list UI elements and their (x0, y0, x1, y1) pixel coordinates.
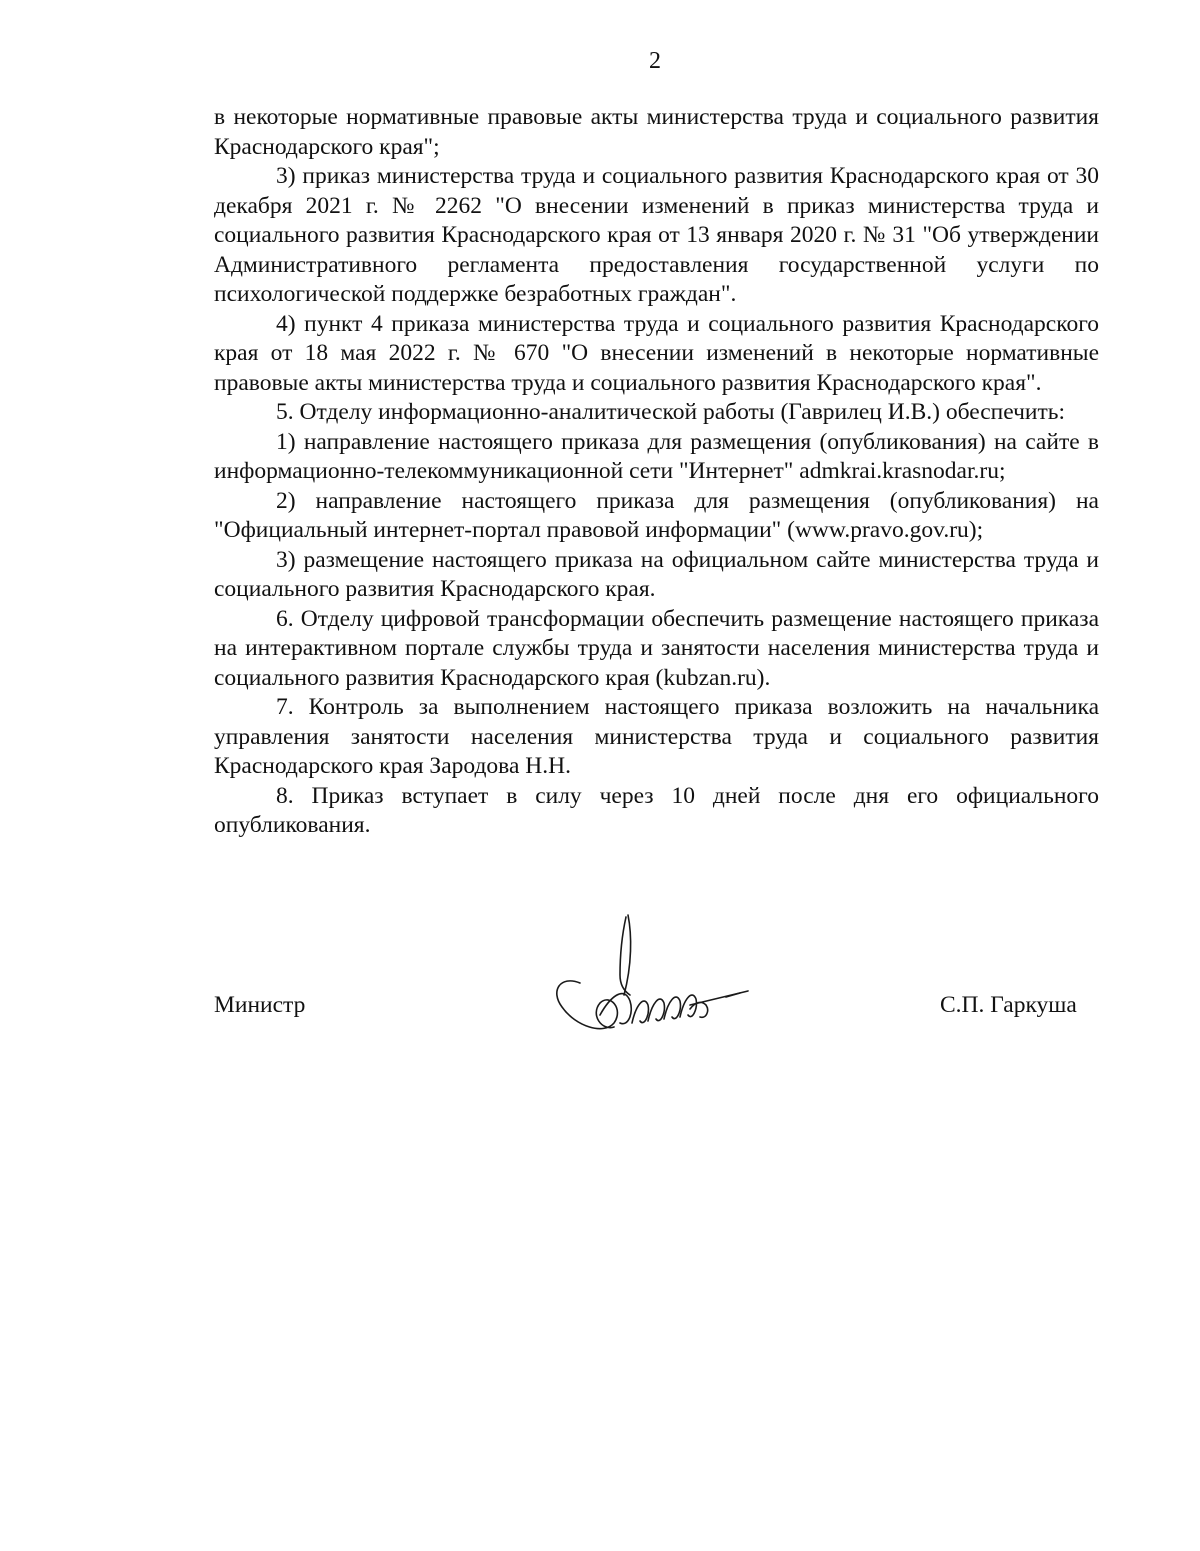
paragraph-item-4-order-670: 4) пункт 4 приказа министерства труда и социального развития Краснодарского края от 18 мая 2022 г. № 670 "О внесении изменений в некоторые нормативные правовые акты министерства труда и социального развития Краснодарского края". (214, 310, 1099, 396)
paragraph-clause-8: 8. Приказ вступает в силу через 10 дней после дня его официального опубликования. (214, 782, 1099, 838)
paragraph-clause-7: 7. Контроль за выполнением настоящего приказа возложить на начальника управления занятости населения министерства труда и социального развития Краснодарского края Зародова Н.Н. (214, 694, 1099, 779)
signatory-name: С.П. Гаркуша (940, 992, 1077, 1018)
document-body (214, 103, 1099, 841)
handwritten-signature (540, 905, 770, 1055)
paragraph-clause-5: 5. Отделу информационно-аналитической работы (Гаврилец И.В.) обеспечить: (276, 399, 1066, 425)
paragraph-clause-5-sub-2: 2) направление настоящего приказа для размещения (опубликования) на "Официальный интернет-портал правовой информации" (www.pravo.gov.ru); (214, 487, 1099, 543)
paragraph-continuation: в некоторые нормативные правовые акты министерства труда и социального развития Краснодарского края"; (214, 104, 1099, 160)
paragraph-clause-6: 6. Отделу цифровой трансформации обеспечить размещение настоящего приказа на интерактивном портале службы труда и занятости населения министерства труда и социального развития Краснодарского края (kubzan.ru). (214, 605, 1099, 691)
page-number: 2 (649, 48, 661, 74)
paragraph-item-3-order-2262: 3) приказ министерства труда и социального развития Краснодарского края от 30 декабря 2021 г. № 2262 "О внесении изменений в приказ министерства труда и социального развития Краснодарского края от 13 января 2020 г. № 31 "Об утверждении Административного регламента предоставления государственной услуги по психологической поддержке безработных граждан". (214, 163, 1099, 307)
paragraph-clause-5-sub-3: 3) размещение настоящего приказа на официальном сайте министерства труда и социального развития Краснодарского края. (214, 546, 1099, 602)
signatory-title: Министр (214, 992, 306, 1018)
paragraph-clause-5-sub-1: 1) направление настоящего приказа для размещения (опубликования) на сайте в информационно-телекоммуникационной сети "Интернет" admkrai.krasnodar.ru; (214, 428, 1099, 484)
